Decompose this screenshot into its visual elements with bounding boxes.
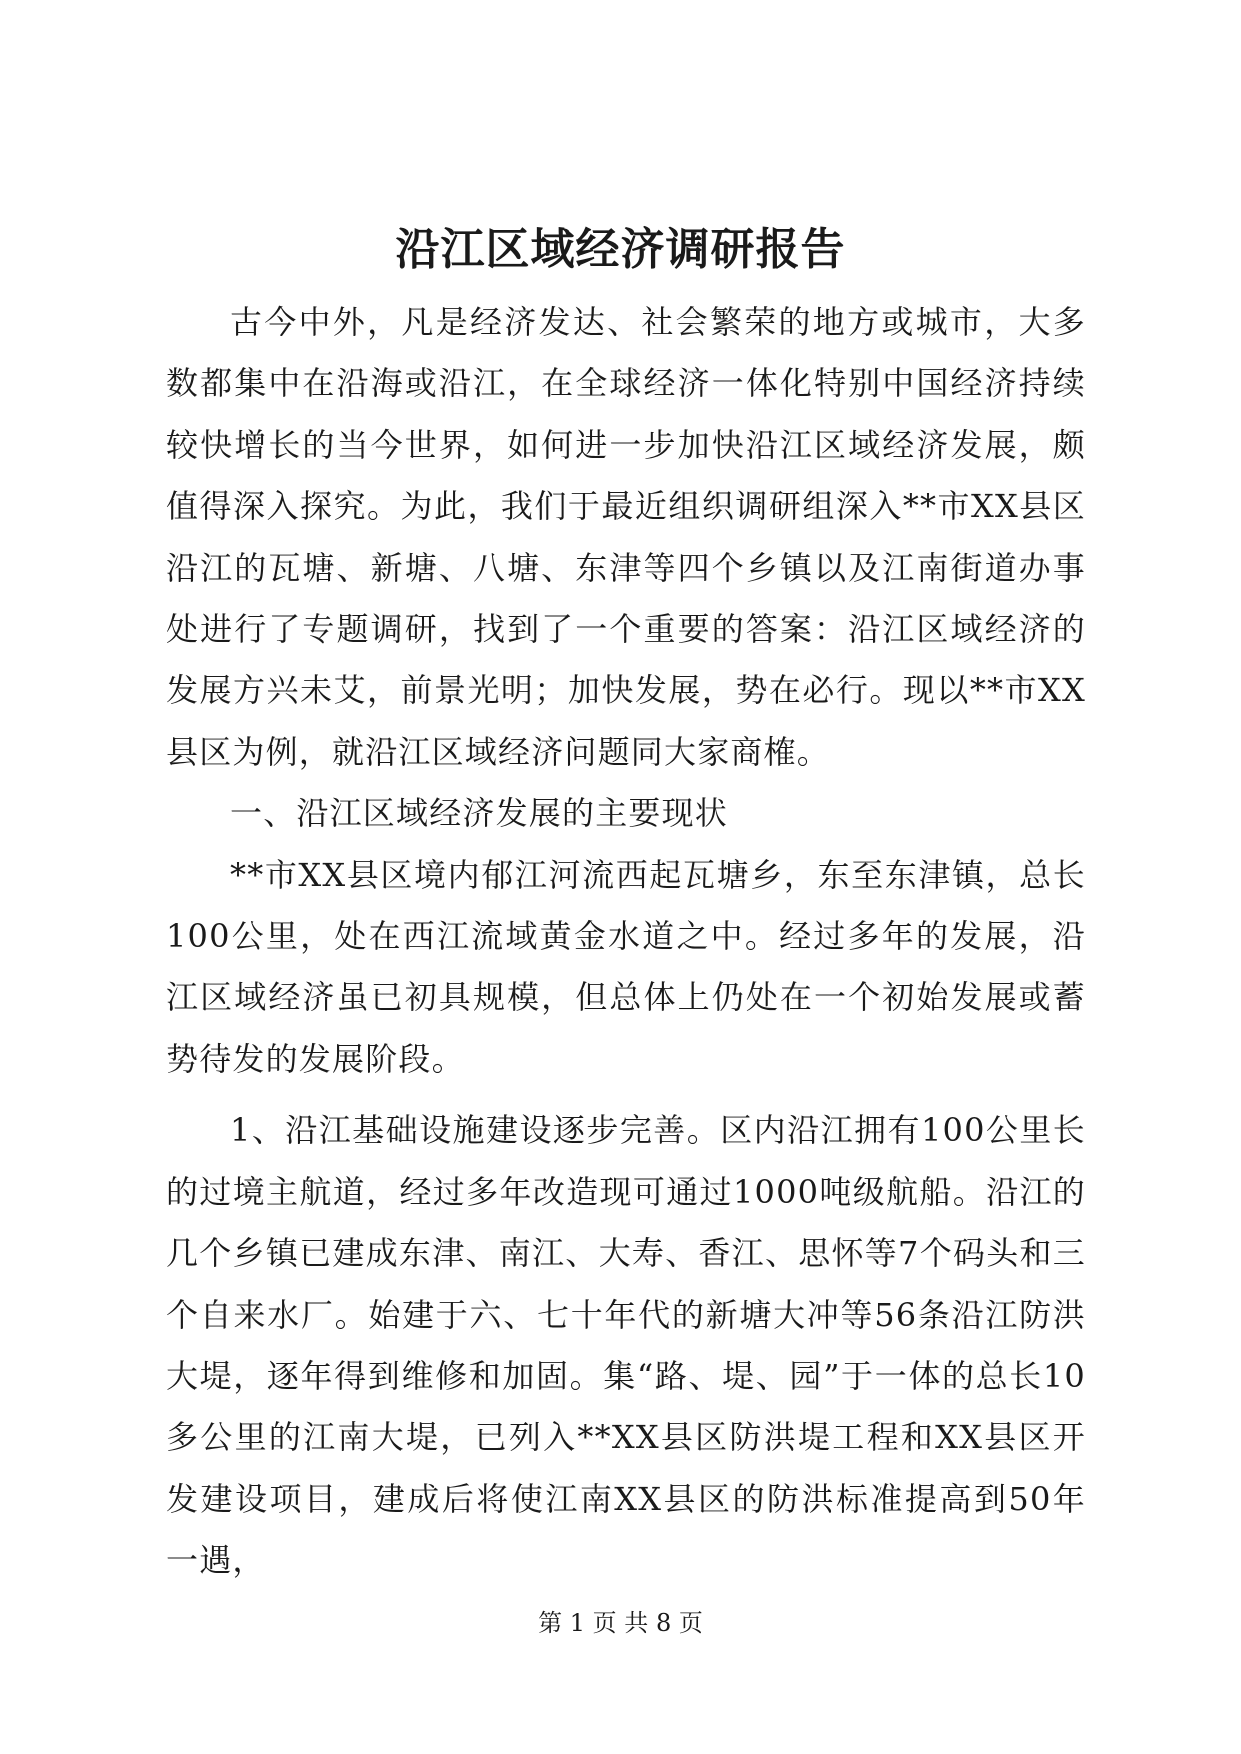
document-body bbox=[166, 292, 1086, 1592]
paragraph-infrastructure: 1、沿江基础设施建设逐步完善。区内沿江拥有100公里长的过境主航道，经过多年改造现可通过1000吨级航船。沿江的几个乡镇已建成东津、南江、大寿、香江、思怀等7个码头和三个自来水厂。始建于六、七十年代的新塘大冲等56条沿江防洪大堤，逐年得到维修和加固。集“路、堤、园”于一体的总长10多公里的江南大堤，已列入**XX县区防洪堤工程和XX县区开发建设项目，建成后将使江南XX县区的防洪标准提高到50年一遇， bbox=[166, 1111, 1086, 1580]
document-title: 沿江区域经济调研报告 bbox=[395, 224, 846, 275]
section-heading-1: 一、沿江区域经济发展的主要现状 bbox=[230, 794, 729, 833]
page-footer: 第 1 页 共 8 页 bbox=[538, 1609, 703, 1637]
paragraph-overview: **市XX县区境内郁江河流西起瓦塘乡，东至东津镇，总长100公里，处在西江流域黄金水道之中。经过多年的发展，沿江区域经济虽已初具规模，但总体上仍处在一个初始发展或蓄势待发的发展阶段。 bbox=[166, 855, 1086, 1078]
paragraph-intro: 古今中外，凡是经济发达、社会繁荣的地方或城市，大多数都集中在沿海或沿江，在全球经济一体化特别中国经济持续较快增长的当今世界，如何进一步加快沿江区域经济发展，颇值得深入探究。为此，我们于最近组织调研组深入**市XX县区沿江的瓦塘、新塘、八塘、东津等四个乡镇以及江南街道办事处进行了专题调研，找到了一个重要的答案：沿江区域经济的发展方兴未艾，前景光明；加快发展，势在必行。现以**市XX县区为例，就沿江区域经济问题同大家商榷。 bbox=[166, 303, 1086, 771]
